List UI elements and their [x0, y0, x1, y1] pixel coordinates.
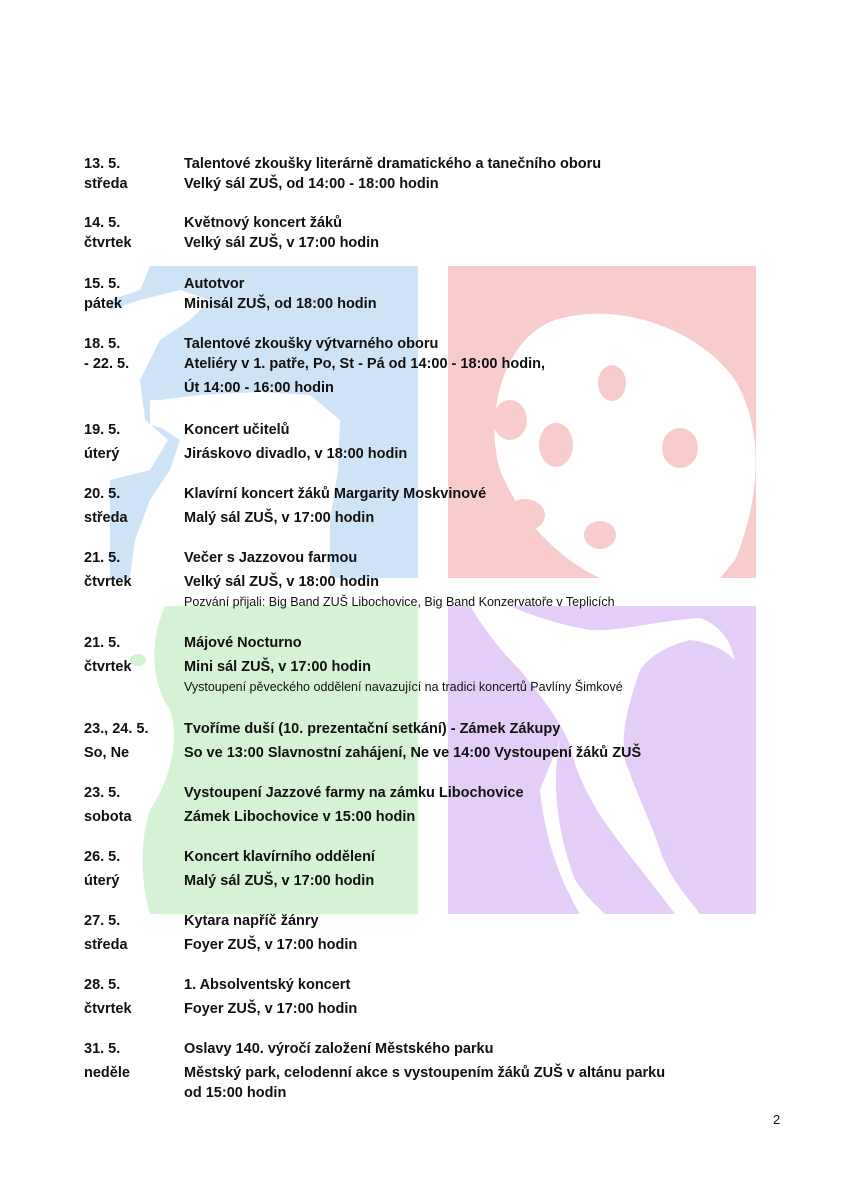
event-date: 27. 5.: [84, 913, 121, 929]
event-day: středa: [84, 510, 128, 526]
event-title: Večer s Jazzovou farmou: [184, 550, 358, 566]
event-date: 26. 5.: [84, 849, 121, 865]
event-date: 14. 5.: [84, 215, 121, 231]
event-day: úterý: [84, 873, 120, 889]
event-entry: [84, 484, 784, 528]
event-note: Pozvání přijali: Big Band ZUŠ Libochovice, Big Band Konzervatoře v Teplicích: [184, 595, 615, 609]
page-number: 2: [773, 1112, 781, 1127]
event-title: 1. Absolventský koncert: [184, 977, 351, 993]
event-place: Ateliéry v 1. patře, Po, St - Pá od 14:00 - 18:00 hodin,: [184, 356, 545, 372]
event-title: Autotvor: [184, 276, 245, 292]
event-place: Zámek Libochovice v 15:00 hodin: [184, 809, 416, 825]
event-place-continued: Út 14:00 - 16:00 hodin: [184, 380, 334, 396]
event-day: - 22. 5.: [84, 356, 130, 372]
event-title: Talentové zkoušky literárně dramatického a tanečního oboru: [184, 156, 602, 172]
event-day: úterý: [84, 446, 120, 462]
event-place: Malý sál ZUŠ, v 17:00 hodin: [184, 510, 375, 526]
event-title: Talentové zkoušky výtvarného oboru: [184, 336, 439, 352]
event-entry: [84, 213, 784, 253]
event-title: Tvoříme duší (10. prezentační setkání) - Zámek Zákupy: [184, 721, 561, 737]
event-entry: [84, 274, 784, 314]
event-place: Foyer ZUŠ, v 17:00 hodin: [184, 937, 358, 953]
event-title: Koncert učitelů: [184, 422, 290, 438]
event-date: 20. 5.: [84, 486, 121, 502]
event-place: Foyer ZUŠ, v 17:00 hodin: [184, 1001, 358, 1017]
event-day: čtvrtek: [84, 574, 132, 590]
event-day: čtvrtek: [84, 1001, 132, 1017]
event-day: čtvrtek: [84, 235, 132, 251]
event-entry: [84, 334, 784, 398]
event-place: Velký sál ZUŠ, v 17:00 hodin: [184, 235, 380, 251]
event-title: Oslavy 140. výročí založení Městského parku: [184, 1041, 494, 1057]
event-day: středa: [84, 176, 128, 192]
event-title: Květnový koncert žáků: [184, 215, 342, 231]
event-date: 31. 5.: [84, 1041, 121, 1057]
event-date: 23., 24. 5.: [84, 721, 149, 737]
event-place: Jiráskovo divadlo, v 18:00 hodin: [184, 446, 408, 462]
event-entry: [84, 154, 784, 194]
event-note: Vystoupení pěveckého oddělení navazující na tradici koncertů Pavlíny Šimkové: [184, 680, 623, 694]
event-date: 18. 5.: [84, 336, 121, 352]
event-entry: [84, 548, 784, 612]
event-title: Kytara napříč žánry: [184, 913, 319, 929]
event-date: 15. 5.: [84, 276, 121, 292]
event-title: Klavírní koncert žáků Margarity Moskvinové: [184, 486, 487, 502]
event-entry: [84, 975, 784, 1019]
event-date: 21. 5.: [84, 550, 121, 566]
event-place: Velký sál ZUŠ, v 18:00 hodin: [184, 574, 380, 590]
event-title: Koncert klavírního oddělení: [184, 849, 375, 865]
event-place: Velký sál ZUŠ, od 14:00 - 18:00 hodin: [184, 176, 439, 192]
event-entry: [84, 783, 784, 827]
event-date: 19. 5.: [84, 422, 121, 438]
event-place: Malý sál ZUŠ, v 17:00 hodin: [184, 873, 375, 889]
event-day: středa: [84, 937, 128, 953]
event-entry: [84, 719, 784, 763]
event-place: Mini sál ZUŠ, v 17:00 hodin: [184, 659, 371, 675]
event-day: pátek: [84, 296, 122, 312]
event-day: čtvrtek: [84, 659, 132, 675]
event-entry: [84, 911, 784, 955]
event-entry: [84, 847, 784, 891]
event-date: 13. 5.: [84, 156, 121, 172]
event-entry: [84, 420, 784, 464]
event-place: So ve 13:00 Slavnostní zahájení, Ne ve 14:00 Vystoupení žáků ZUŠ: [184, 745, 642, 761]
event-place-continued: od 15:00 hodin: [184, 1085, 287, 1101]
event-day: neděle: [84, 1065, 130, 1081]
event-title: Májové Nocturno: [184, 635, 302, 651]
event-date: 23. 5.: [84, 785, 121, 801]
event-place: Městský park, celodenní akce s vystoupením žáků ZUŠ v altánu parku: [184, 1065, 666, 1081]
event-date: 28. 5.: [84, 977, 121, 993]
event-entry: [84, 1039, 784, 1103]
event-place: Minisál ZUŠ, od 18:00 hodin: [184, 296, 377, 312]
event-entry: [84, 633, 784, 697]
event-date: 21. 5.: [84, 635, 121, 651]
event-title: Vystoupení Jazzové farmy na zámku Libochovice: [184, 785, 524, 801]
event-day: So, Ne: [84, 745, 130, 761]
event-day: sobota: [84, 809, 132, 825]
